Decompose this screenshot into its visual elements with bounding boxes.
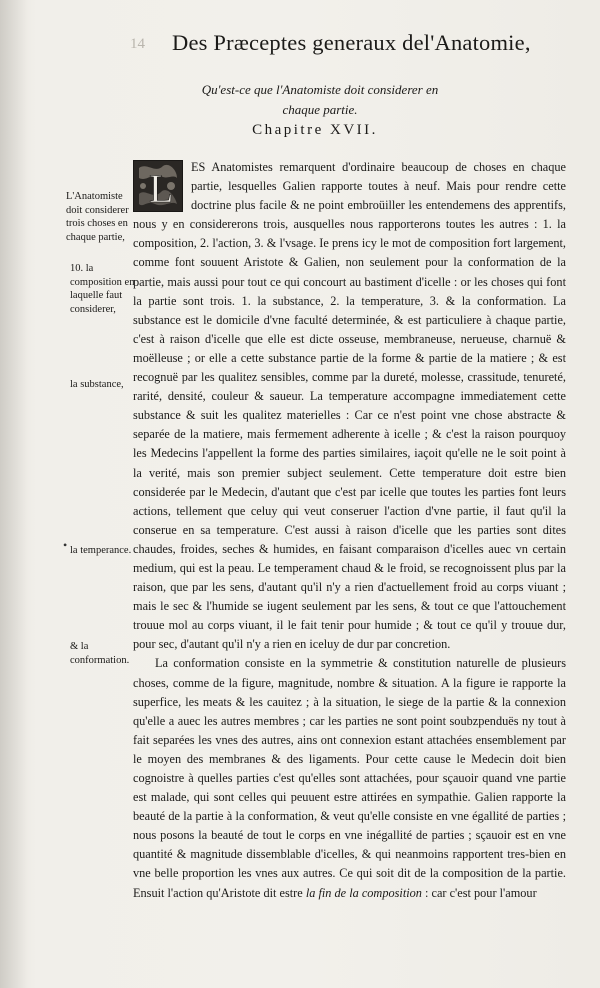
chapter-subtitle [170,80,470,120]
sidenote-temperance: la temperance. [70,545,132,556]
italic-quote: la fin de la composition [305,885,422,900]
sidenote-substance: la substance, [70,379,124,390]
sidenote-composition: 10. la composition en laquelle faut considerer, [70,263,135,315]
page-number: 14 [130,36,145,52]
sidenote-conformation: & la conformation. [70,641,130,666]
paragraph-2-tail: : car c'est pour l'amour [421,885,537,900]
dropcap-letter: L [149,166,174,211]
decorated-initial-icon [133,160,183,212]
subtitle-line-1: Qu'est-ce que l'Anatomiste doit considerer en [201,82,439,97]
sidenote-considerer: L'Anatomiste doit considerer trois choses en chaque partie, [66,191,129,243]
margin-mark: • [63,538,68,552]
paragraph-1 [133,158,566,654]
body-text [133,158,566,903]
running-head: Des Præceptes generaux del'Anatomie, [172,30,531,55]
paragraph-2 [133,654,566,902]
subtitle-line-2: chaque partie. [282,102,358,117]
paragraph-2-text: La conformation consiste en la symmetrie & constitution naturelle de plusieurs choses, comme de la figure, magnitude, nombre & situation. A la figure ie rapporte la superfice, les meats & les cauitez ; à la situation, le siege de la partie & la connexion qu'elle a auec les autres membres ; car les parties ne sont point soubzpenduës ny tout à fait separées les vnes des autres, ains ont connexion estant attachées ensemblement par le moyen des membranes & des ligaments. Pour cette cause le Medecin doit bien cognoistre à quelles parties c'est qu'elles sont attachées, pour sçauoir quand vne partie est malade, qui sont celles qui peuuent estre attirées en sympathie. Galien rapporte la beauté de la partie à la conformation, & veut qu'elle consiste en vne égallité de parties ; nous posons la beauté de tout le corps en vne inégallité de parties ; sçauoir est en vne quantité & magnitude dissemblable d'icelles, & qui neanmoins rapportent tres-bien en vne belle proportion les vnes aux autres. Ce qui soit dit de la composition de la partie. Ensuit l'action qu'Aristote dit estre [133,656,566,900]
gutter-shadow [0,0,28,988]
chapter-title: Chapitre XVII. [252,122,378,138]
paragraph-1-text: ES Anatomistes remarquent d'ordinaire beaucoup de choses en chaque partie, lesquelles Galien rapporte toutes à neuf. Mais pour rendre cette doctrine plus facile & ne point embroüiller les entendemens des apprentifs, nous y en considererons trois, ausquelles nous rapporterons toutes les autres : 1. la composition, 2. l'action, 3. & l'vsage. Ie prens icy le mot de composition fort largement, comme font souuent Aristote & Galien, non seulement pour la conformation de la partie, mais aussi pour tout ce qui concourt au bastiment d'icelle : or les choses qui font la partie sont trois. 1. la substance, 2. la temperature, 3. & la conformation. La substance est le domicile d'vne faculté determinée, & est particuliere à chaque partie, c'est à raison d'icelle que elle est dicte osseuse, membraneuse, nerueuse, charnuë & moëlleuse ; or elle a cette substance partie de la forme & partie de la matiere ; & est recognuë par les qualitez sensibles, comme par la dureté, molesse, crassitude, tenureté, rarité, densité, couleur & saueur. La temperature accompagne immediatement cette substance & suit les qualitez materielles : Car ce n'est point vne chose abstracte & separée de la matiere, mais fermement adherente à icelle ; & c'est la raison pourquoy les Medecins l'appellent la forme des parties similaires, iaçoit qu'elle ne le soit point à la verité, mais son premier subject seulement. Cette temperature doit estre bien considerée par le Medecin, d'autant que c'est par icelle que toutes les parties font leurs actions, tellement que celuy qui veut conseruer l'action d'vne partie, il faut qu'il la conserue en sa temperature. C'est aussi à raison d'icelle que les parties sont dites chaudes, froides, seches & humides, en faisant comparaison d'icelles auec vn certain medium, qui est la peau. Le temperament chaud & le froid, se recognoissent plus par la raison, que par les sens, d'autant qu'il n'y a rien d'actuellement froid au corps viuant ; mais le sec & l'humide se iugent seulement par les sens, & tout ce que l'attouchement trouue mol au corps viuant, il le fait tenir pour humide ; & tout ce qu'il y trouue dur, pour sec, d'autant qu'il n'y a rien en iceluy de dur par concretion. [133,160,566,652]
